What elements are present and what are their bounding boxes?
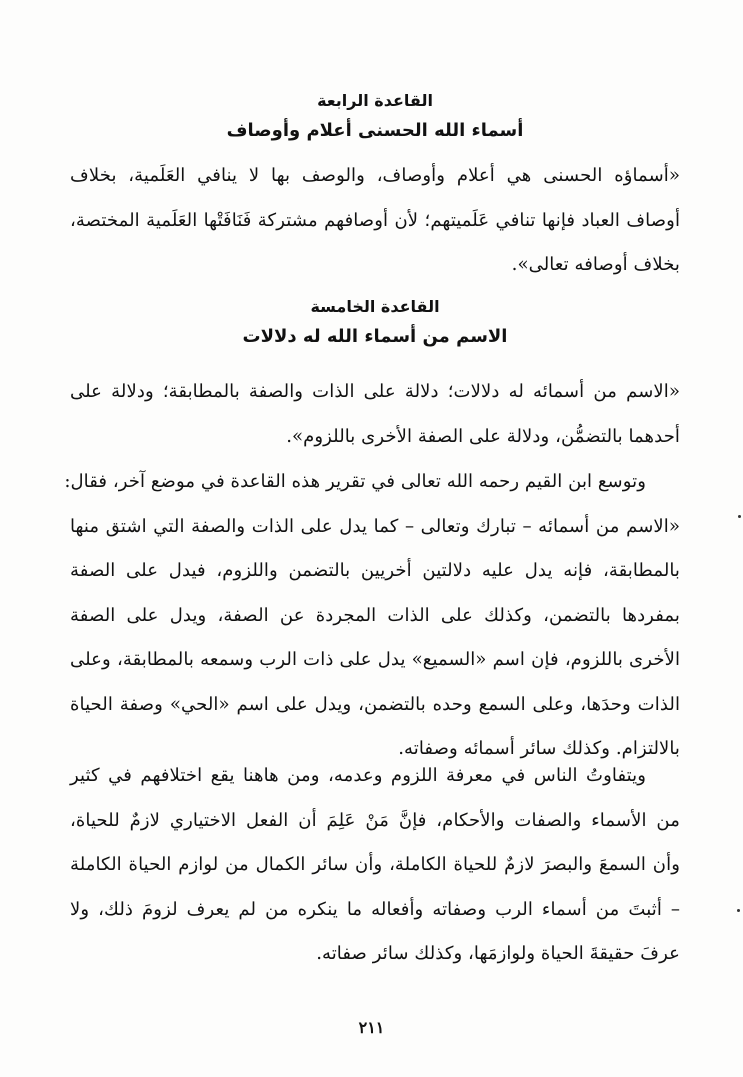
para4-line-3: وأن السمعَ والبصرَ لازمٌ للحياة الكاملة، وأن سائر الكمال من لوازم الحياة الكاملة	[70, 854, 680, 875]
para3-line-3: بالمطابقة، فإنه يدل عليه دلالتين أخريين بالتضمن واللزوم، فيدل على الصفة	[70, 560, 680, 581]
para3-line-6: الذات وحدَها، وعلى السمع وحده بالتضمن، ويدل على اسم «الحي» وصفة الحياة	[70, 693, 680, 715]
para4-line-2: من الأسماء والصفات والأحكام، فإنَّ مَنْ عَلِمَ أن الفعل الاختياري لازمٌ للحياة،	[70, 809, 680, 831]
rule4-quote	[70, 154, 680, 288]
rule4-title: أسماء الله الحسنى أعلام وأوصاف	[226, 120, 524, 141]
para3-line-4: بمفردها بالتضمن، وكذلك على الذات المجردة عن الصفة، ويدل على الصفة	[70, 604, 680, 626]
para3-line-7: بالالتزام. وكذلك سائر أسمائه وصفاته.	[398, 738, 680, 759]
ibn-qayyim-paragraph	[64, 460, 680, 772]
scan-speck	[738, 515, 741, 518]
rule5-line-2: أحدهما بالتضمُّن، ودلالة على الصفة الأخرى باللزوم».	[286, 425, 680, 447]
para3-line-5: الأخرى باللزوم، فإن اسم «السميع» يدل على ذات الرب وسمعه بالمطابقة، وعلى	[70, 649, 680, 670]
rule4-line-1: «أسماؤه الحسنى هي أعلام وأوصاف، والوصف بها لا ينافي العَلَمية، بخلاف	[70, 165, 680, 186]
rule5-title: الاسم من أسماء الله له دلالات	[242, 326, 508, 347]
scan-speck	[737, 909, 740, 912]
rule5-line-1: «الاسم من أسمائه له دلالات؛ دلالة على الذات والصفة بالمطابقة؛ ودلالة على	[70, 381, 680, 402]
para4-line-1: ويتفاوتُ الناس في معرفة اللزوم وعدمه، ومن هاهنا يقع اختلافهم في كثير	[70, 765, 646, 786]
para4-line-5: عرفَ حقيقةَ الحياة ولوازمَها، وكذلك سائر صفاته.	[316, 943, 680, 964]
para3-line-2: «الاسم من أسمائه – تبارك وتعالى – كما يدل على الذات والصفة التي اشتق منها	[70, 515, 680, 537]
rule4-line-3: بخلاف أوصافه تعالى».	[511, 254, 680, 275]
rule5-heading	[70, 296, 680, 350]
differences-paragraph	[70, 754, 680, 977]
para3-line-1: وتوسع ابن القيم رحمه الله تعالى في تقرير هذه القاعدة في موضع آخر، فقال:	[64, 471, 646, 492]
page-number: ٢١١	[358, 1018, 385, 1037]
rule4-line-2: أوصاف العباد فإنها تنافي عَلَميتهم؛ لأن أوصافهم مشتركة فَنَافَتْها العَلَمية المختصة،	[70, 209, 680, 231]
rule4-number: القاعدة الرابعة	[317, 91, 433, 110]
rule5-number: القاعدة الخامسة	[310, 297, 440, 316]
para4-line-4: – أثبتَ من أسماء الرب وصفاته وأفعاله ما ينكره من لم يعرف لزومَ ذلك، ولا	[70, 898, 680, 920]
rule4-heading	[70, 90, 680, 144]
rule5-quote	[70, 370, 680, 459]
